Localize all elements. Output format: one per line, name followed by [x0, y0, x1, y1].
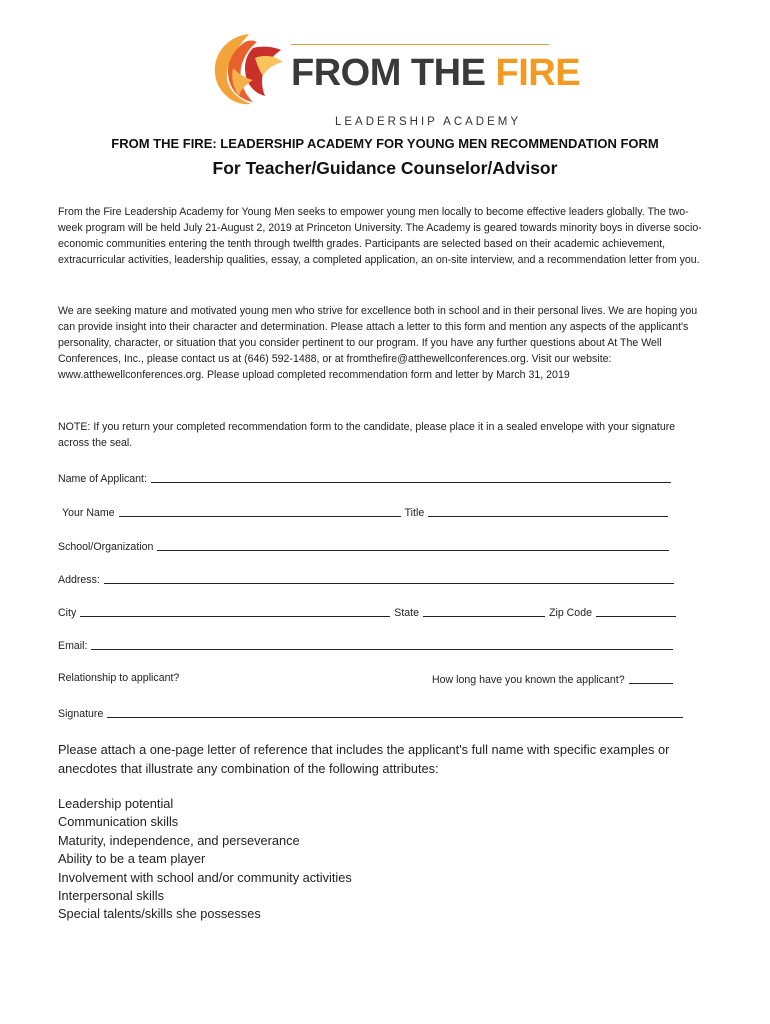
state-label: State — [394, 607, 419, 619]
attribute-item: Ability to be a team player — [58, 851, 206, 867]
address-row — [58, 572, 678, 586]
signature-field[interactable] — [107, 706, 683, 718]
applicant-name-field[interactable] — [151, 471, 671, 483]
relationship-row — [58, 672, 179, 684]
form-subtitle: For Teacher/Guidance Counselor/Advisor — [212, 158, 558, 178]
school-field[interactable] — [157, 539, 669, 551]
attribute-item: Leadership potential — [58, 796, 174, 811]
academy-logo — [205, 28, 581, 128]
known-duration-field[interactable] — [629, 672, 673, 684]
your-name-row — [62, 505, 672, 519]
applicant-name-label: Name of Applicant: — [58, 473, 147, 485]
zip-label: Zip Code — [549, 607, 592, 619]
title-field[interactable] — [428, 505, 668, 517]
note-paragraph: NOTE: If you return your completed recommendation form to the candidate, please place it in a sealed envelope with your signature across the seal. — [58, 421, 676, 449]
email-field[interactable] — [91, 638, 673, 650]
form-title: FROM THE FIRE: LEADERSHIP ACADEMY FOR YOUNG MEN RECOMMENDATION FORM — [111, 136, 659, 151]
logo-title-accent: FIRE — [495, 52, 581, 94]
applicant-name-row — [58, 471, 675, 485]
known-duration-label: How long have you known the applicant? — [432, 674, 625, 686]
logo-title-main: FROM THE — [291, 52, 496, 94]
attribute-item: Involvement with school and/or community activities — [58, 869, 352, 885]
city-label: City — [58, 607, 77, 619]
attribute-item: Interpersonal skills — [58, 888, 164, 904]
signature-row — [58, 706, 687, 720]
address-label: Address: — [58, 574, 100, 586]
intro-paragraph: From the Fire Leadership Academy for Young Men seeks to empower young men locally to become effective leaders globally. The two-week program will be held July 21-August 2, 2019 at Princeton University. The Academy is geared towards minority boys in diverse socio-economic communities entering the tenth through twelfth grades. Participants are selected based on their academic achievement, extracurricular activities, leadership qualities, essay, a completed application, an on-site interview, and a recommendation letter from you. — [58, 206, 702, 266]
signature-label: Signature — [58, 708, 104, 720]
request-paragraph: We are seeking mature and motivated young men who strive for excellence both in school and in their personal lives. We are hoping you can provide insight into their character and determination. Please attach a letter to this form and mention any aspects of the applicant's personality, character, or situation that you consider pertinent to our program. If you have any further questions about At The Well Conferences, Inc., please contact us at (646) 592-1488, or at fromthefire@atthewellconferences.org. Visit our website: www.atthewellconferences.org. Please upload completed recommendation form and letter by March 31, 2019 — [58, 305, 698, 381]
attributes-list — [58, 795, 352, 924]
logo-subtitle: LEADERSHIP ACADEMY — [334, 116, 522, 128]
attribute-item: Special talents/skills she possesses — [58, 906, 261, 922]
city-row — [58, 605, 680, 619]
address-field[interactable] — [104, 572, 674, 584]
attachment-instructions: Please attach a one-page letter of reference that includes the applicant's full name with specific examples or anecdotes that illustrate any combination of the following attributes: — [58, 742, 670, 776]
email-row — [58, 638, 677, 652]
known-duration-row — [432, 672, 677, 686]
phoenix-flame-icon — [205, 28, 287, 108]
logo-title — [291, 54, 580, 92]
your-name-label: Your Name — [62, 507, 115, 519]
title-label: Title — [404, 507, 425, 519]
logo-rule — [291, 44, 549, 45]
school-label: School/Organization — [58, 541, 154, 553]
city-field[interactable] — [80, 605, 390, 617]
state-field[interactable] — [423, 605, 545, 617]
attribute-item: Maturity, independence, and perseverance — [58, 832, 300, 848]
relationship-label: Relationship to applicant? — [58, 672, 180, 684]
school-row — [58, 539, 673, 553]
email-label: Email: — [58, 640, 88, 652]
zip-field[interactable] — [596, 605, 676, 617]
your-name-field[interactable] — [119, 505, 401, 517]
attribute-item: Communication skills — [58, 814, 179, 830]
